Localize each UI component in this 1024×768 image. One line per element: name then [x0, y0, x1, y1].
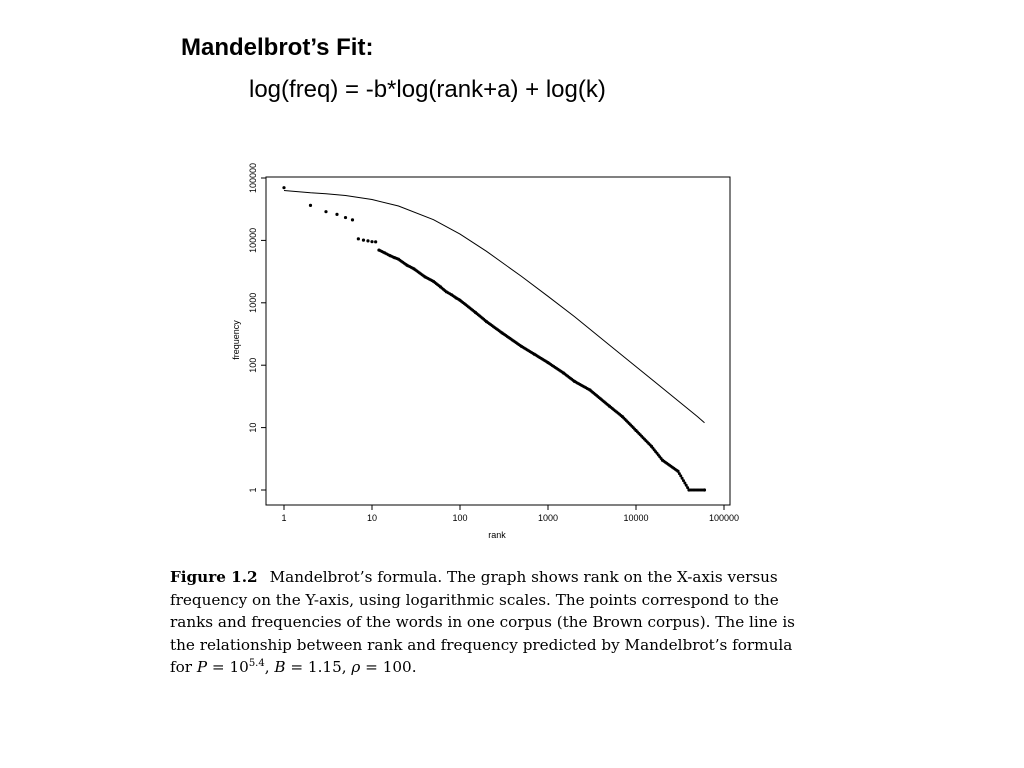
y-tick-label: 1000	[248, 292, 258, 313]
caption-eq-b: = 1.15,	[285, 658, 352, 677]
data-point	[703, 488, 706, 491]
x-tick-label: 10000	[623, 513, 649, 523]
caption-eq-p: = 10	[207, 658, 249, 677]
points-layer	[282, 186, 706, 492]
x-tick-label: 100	[452, 513, 468, 523]
data-point	[309, 204, 312, 207]
data-point	[335, 213, 338, 216]
y-tick-label: 10000	[248, 227, 258, 253]
caption-eq-rho: = 100.	[360, 658, 417, 677]
data-point	[362, 239, 365, 242]
data-point	[357, 237, 360, 240]
x-axis-label: rank	[488, 530, 506, 540]
slide-formula: log(freq) = -b*log(rank+a) + log(k)	[249, 76, 606, 103]
data-point	[351, 218, 354, 221]
figure-caption: Figure 1.2 Mandelbrot’s formula. The graph shows rank on the X-axis versus frequency on the Y-axis, using logarithmic scales. The points correspond to the ranks and frequencies of the words in one corpus (the Brown corpus). The line is the relationship between rank and frequency predicted by Mandelbrot’s formula for $P = 10^{5.4}$, B = 1.15, ρ = 100.	[170, 568, 795, 677]
y-axis	[248, 163, 266, 493]
x-axis	[281, 505, 739, 523]
x-tick-label: 100000	[708, 513, 740, 523]
data-point	[282, 186, 285, 189]
slide-title: Mandelbrot’s Fit:	[181, 34, 374, 61]
fit-line	[284, 191, 705, 423]
y-axis-label: frequency	[231, 320, 241, 360]
caption-text: Mandelbrot’s formula. The graph shows rank on the X-axis versus frequency on the Y-axis, using logarithmic scales. The points correspond to the ranks and frequencies of the words in one corpus (the Brown corpus). The line is the relationship between rank and frequency predicted by Mandelbrot’s formula for	[170, 568, 795, 677]
caption-exp-p: 5.4	[248, 658, 265, 670]
x-tick-label: 10	[366, 513, 378, 523]
caption-var-p: P	[196, 658, 208, 677]
y-tick-label: 100	[248, 357, 258, 373]
caption-var-rho: ρ	[351, 658, 361, 677]
figure-label: Figure 1.2	[170, 568, 258, 586]
data-point	[374, 240, 377, 243]
caption-var-b: B	[274, 658, 286, 677]
y-tick-label: 1	[248, 487, 258, 493]
y-tick-label: 10	[248, 422, 258, 433]
x-tick-label: 1000	[537, 513, 559, 523]
data-point	[324, 210, 327, 213]
x-tick-label: 1	[281, 513, 287, 523]
data-point	[366, 239, 369, 242]
data-point	[344, 216, 347, 219]
data-point	[370, 240, 373, 243]
fit-layer	[284, 191, 705, 423]
y-tick-label: 100000	[248, 162, 258, 194]
